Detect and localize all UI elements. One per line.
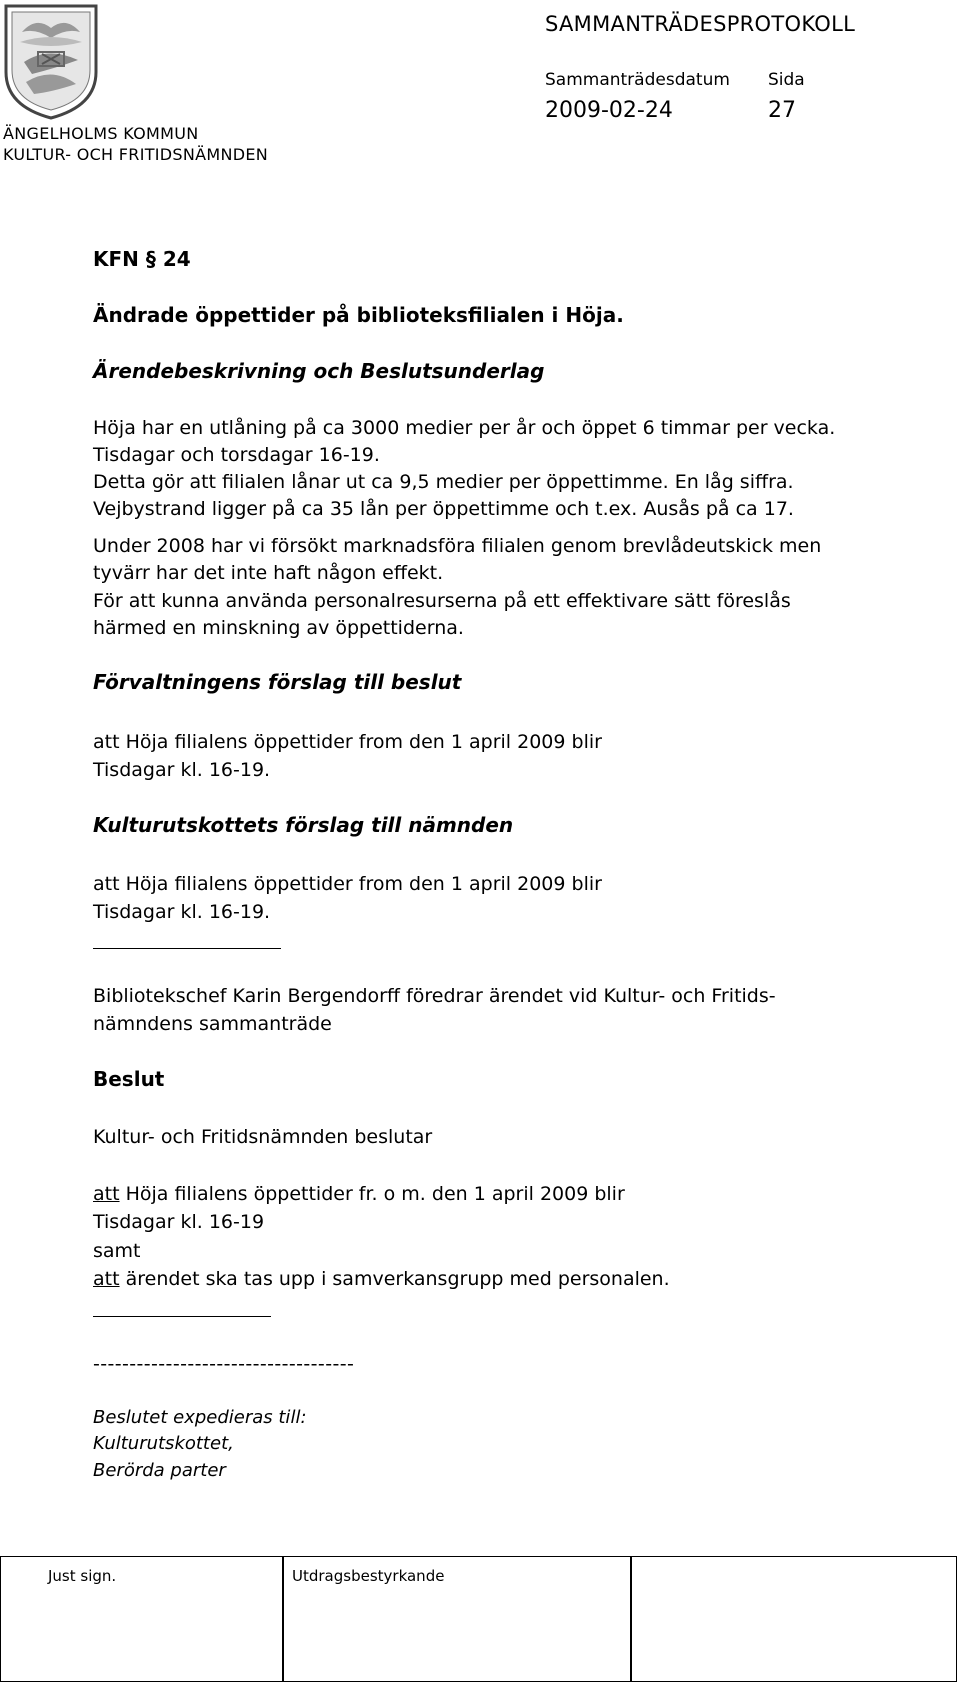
meeting-date-value: 2009-02-24	[545, 98, 673, 123]
background-line: För att kunna använda personalresurserna på ett effektivare sätt föreslås	[93, 590, 791, 612]
meeting-date-label: Sammanträdesdatum	[545, 70, 730, 90]
coat-of-arms-logo	[2, 2, 100, 120]
decision-clause-line: Tisdagar kl. 16-19	[93, 1211, 265, 1233]
att-keyword: att	[93, 1268, 120, 1290]
background-line: Höja har en utlåning på ca 3000 medier per år och öppet 6 timmar per vecka.	[93, 417, 836, 439]
presentation-line: Bibliotekschef Karin Bergendorff föredrar ärendet vid Kultur- och Fritids-	[93, 985, 776, 1007]
dispatch-line: Beslutet expedieras till:	[93, 1407, 307, 1428]
dash-separator-line: ------------------------------------	[93, 1353, 355, 1375]
committee-proposal-line: att Höja filialens öppettider from den 1 april 2009 blir	[93, 873, 602, 895]
background-heading: Ärendebeskrivning och Beslutsunderlag	[93, 359, 545, 383]
section-separator	[93, 948, 281, 949]
background-line: härmed en minskning av öppettiderna.	[93, 617, 464, 639]
page-label: Sida	[768, 70, 805, 90]
signature-table	[0, 1556, 957, 1682]
section-separator	[93, 1316, 271, 1317]
certified-copy-label: Utdragsbestyrkande	[292, 1567, 445, 1585]
decision-clause-text: Höja filialens öppettider fr. o m. den 1 april 2009 blir	[119, 1183, 625, 1205]
page-number: 27	[768, 98, 796, 123]
table-divider	[630, 1557, 632, 1681]
background-line: Tisdagar och torsdagar 16-19.	[93, 444, 380, 466]
case-number: KFN § 24	[93, 247, 191, 271]
admin-proposal-heading: Förvaltningens förslag till beslut	[93, 670, 462, 694]
document-type-title: SAMMANTRÄDESPROTOKOLL	[545, 12, 856, 36]
background-line: tyvärr har det inte haft någon effekt.	[93, 562, 444, 584]
att-keyword: att	[93, 1183, 120, 1205]
decision-clause-text: ärendet ska tas upp i samverkansgrupp med personalen.	[119, 1268, 670, 1290]
background-line: Detta gör att filialen lånar ut ca 9,5 medier per öppettimme. En låg siffra.	[93, 471, 794, 493]
committee-name: KULTUR- OCH FRITIDSNÄMNDEN	[3, 145, 269, 164]
dispatch-line: Berörda parter	[93, 1460, 226, 1481]
dispatch-line: Kulturutskottet,	[93, 1433, 234, 1454]
decision-conjunction: samt	[93, 1240, 141, 1262]
table-divider	[282, 1557, 284, 1681]
admin-proposal-line: Tisdagar kl. 16-19.	[93, 759, 271, 781]
admin-proposal-line: att Höja filialens öppettider from den 1 april 2009 blir	[93, 731, 602, 753]
decision-intro: Kultur- och Fritidsnämnden beslutar	[93, 1126, 433, 1148]
municipality-name: ÄNGELHOLMS KOMMUN	[3, 124, 199, 143]
just-sign-label: Just sign.	[48, 1567, 117, 1585]
decision-clause-1	[93, 1180, 625, 1208]
committee-proposal-heading: Kulturutskottets förslag till nämnden	[93, 813, 514, 837]
presentation-line: nämndens sammanträde	[93, 1013, 332, 1035]
decision-clause-2	[93, 1265, 670, 1293]
case-title: Ändrade öppettider på biblioteksfilialen i Höja.	[93, 303, 624, 327]
committee-proposal-line: Tisdagar kl. 16-19.	[93, 901, 271, 923]
background-line: Under 2008 har vi försökt marknadsföra filialen genom brevlådeutskick men	[93, 535, 822, 557]
decision-heading: Beslut	[93, 1067, 165, 1091]
background-line: Vejbystrand ligger på ca 35 lån per öppettimme och t.ex. Ausås på ca 17.	[93, 498, 794, 520]
